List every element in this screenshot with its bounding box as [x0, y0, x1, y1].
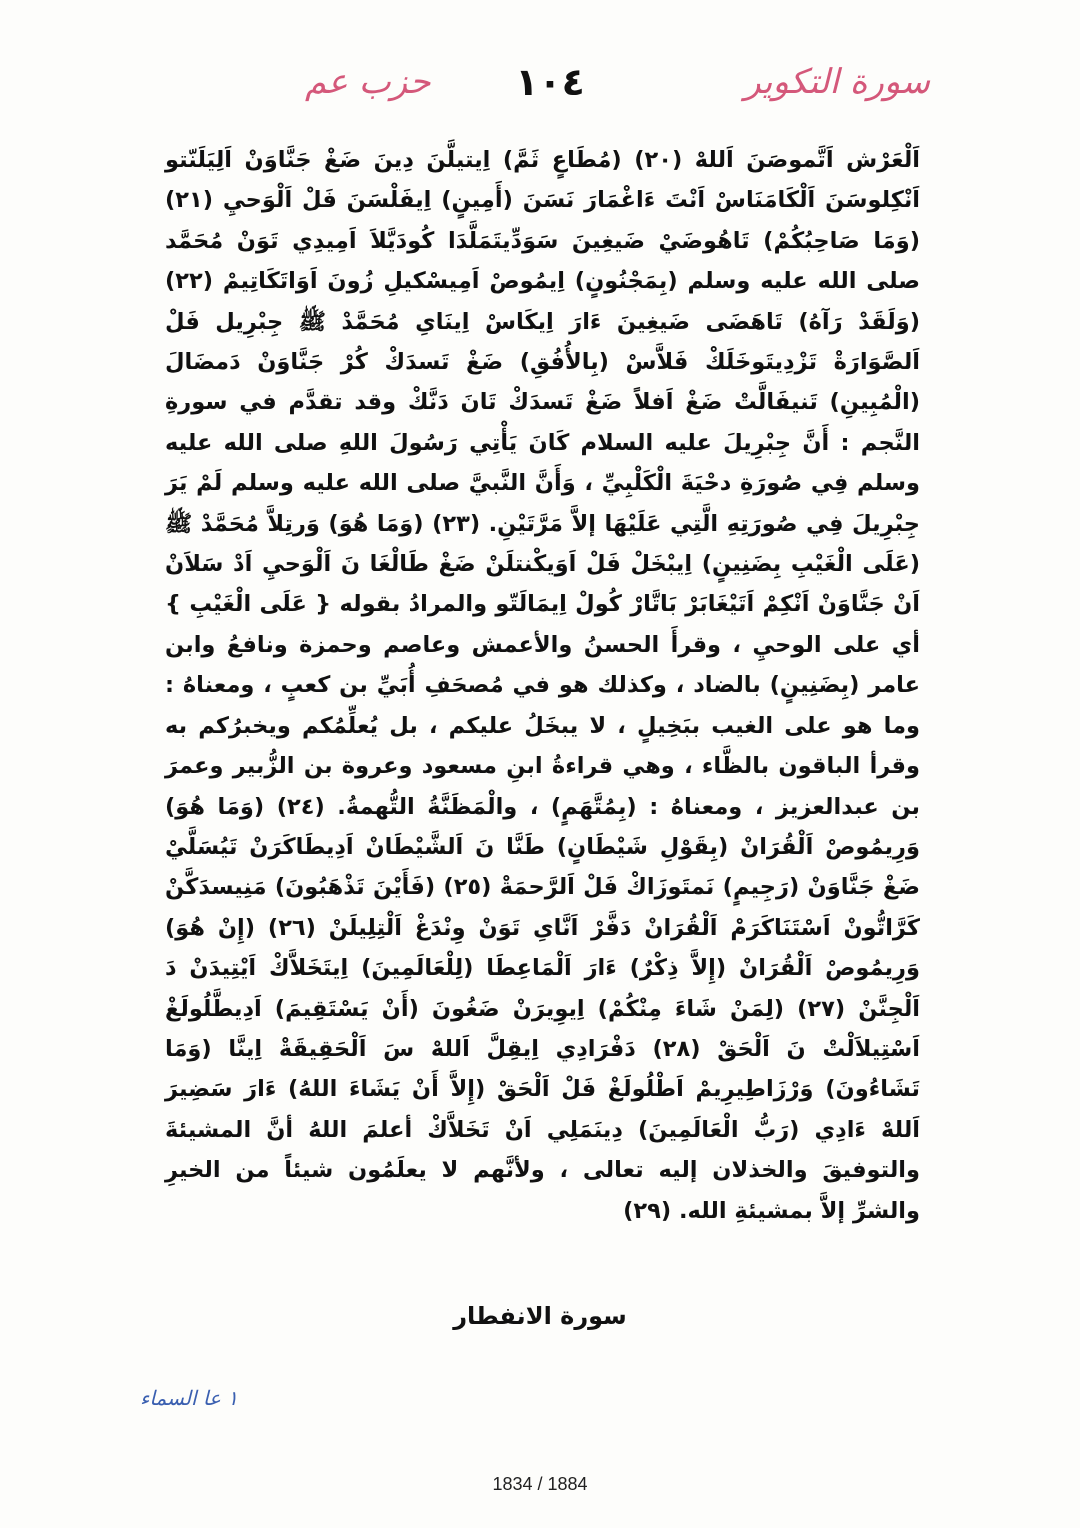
commentary-text — [165, 140, 920, 1231]
page-number: ١٠٤ — [515, 60, 585, 104]
hizb-name-handwritten: حزب عم — [305, 62, 431, 102]
next-surah-title: سورة الانفطار — [453, 1302, 627, 1330]
surah-name-handwritten: سورة التكوير — [744, 62, 930, 102]
commentary-paragraph: اَلْعَرْش اَتَّموصَنَ اَللهْ (٢٠) (مُطَاعٍ ثَمَّ) اِيتيلَّنَ دِينَ ضَغْ جَنَّاوَنْ اَلِيَلَنّتو اَنْكِلوسَنَ اَلْكَامَنَاسْ اَنْتَ ءَاغْمَارَ نَسَنَ (أَمِينٍ) اِيفَلْسَنَ فَلْ اَلْوَحيِ (٢١) (وَمَا صَاحِبُكُمْ) تَاهُوضَيْ ضَيغِينَ سَوَدِّيتَمَلَّدَا كُودَيَّلاَ اَمِيدِي تَوَنْ مُحَمَّد صلى الله عليه وسلم (بِمَجْنُونٍ) اِيمُوصْ اَمِيسْكيلِ زُونَ اَوَاتَكَاتِيمْ (٢٢) (وَلَقَدْ رَآهُ) تَاهَضَى ضَيغِينَ ءَارَ اِيكَاسْ اِينَاىِ مُحَمَّدْ ﷺ جِبْرِيل فَلْ اَلصَّوَارَةْ تَزْدِيتَوخَلَكْ فَلاَّسْ (بِالأُفُقِ) ضَغْ تَسدَكْ كُرْ جَنَّاوَنْ دَمضَالَ (الْمُبِينِ) تَنيفَالَّتْ ضَغْ اَفلاً ضَغْ تَسدَكْ تَانَ دَنَّكْ وقد تقدَّم في سورةِ النَّجم : أَنَّ جِبْرِيلَ عليه السلام كَانَ يَأْتِي رَسُولَ اللهِ صلى الله عليه وسلم فِي صُورَةِ دحْيَةَ الْكَلْبِيِّ ، وَأَنَّ النَّبيَّ صلى الله عليه وسلم لَمْ يَرَ جِبْرِيلَ فِي صُورَتِهِ الَّتِي عَلَيْهَا إلاَّ مَرَّتَيْنِ. (٢٣) (وَمَا هُوَ) وَرتِلاَّ مُحَمَّدْ ﷺ (عَلَى الْغَيْبِ بِضَنِينٍ) اِيبْخَلْ فَلْ اَوَيكْنتلَنْ ضَغْ طَالْغَا نَ اَلْوَحيِ اَدْ سَلاَنْ اَنْ جَنَّاوَنْ اَنْكِمْ اَتَيْغَابَرْ بَاتَّارْ كُولْ اِيمَالَتّو والمرادُ بقوله { عَلَى الْغَيْبِ } أي على الوحيِ ، وقرأَ الحسنُ والأعمش وعاصم وحمزة ونافعُ وابن عامر (بِضَنِينٍ) بالضاد ، وكذلك هو في مُصحَفِ أُبَيِّ بن كعبٍ ، ومعناهُ : وما هو على الغيب ببَخِيلٍ ، لا يبخَلُ عليكم ، بل يُعلِّمُكم ويخبرُكم به وقرأ الباقون بالظَّاء ، وهي قراءةُ ابنِ مسعود وعروة بن الزُّبير وعمرَ بن عبدالعزيز ، ومعناهُ : (بِمُتَّهَمٍ) ، والْمَظَنَّةُ التُّهمةُ. (٢٤) (وَمَا هُوَ) وَرِيمُوصْ اَلْقُرَانْ (بِقَوْلِ شَيْطَانٍ) طَنَّا نَ اَلشَّيْطَانْ اَدِيطَاكَرَنْ تَيُسَلَّيْ ضَغْ جَنَّاوَنْ (رَجِيمٍ) نَمتَوزَاكْ فَلْ اَلرَّحمَةْ (٢٥) (فَأَيْنَ تَذْهَبُونَ) مَنِيسدَكَّنْ كَرَّاتُّونْ اَسْتَنَاكَرَمْ اَلْقُرَانْ دَفَّرْ اَنَّاىِ تَوَنْ وِنْدَغْ اَلْتِلِيلَنْ (٢٦) (إِنْ هُوَ) وَرِيمُوصْ اَلْقُرَانْ (إِلاَّ ذِكْرٌ) ءَارَ اَلْمَاعِطَا (لِلْعَالَمِينَ) اِيتَخَلاَّكْ اَيْتِيدَنْ دَ اَلْجِنَّنْ (٢٧) (لِمَنْ شَاءَ مِنْكُمْ) اِيوِيرَنْ ضَغُونَ (أَنْ يَسْتَقِيمَ) اَدِيطَّلُولَغْ اَسْتِيلاَلْتْ نَ اَلْحَقْ (٢٨) دَفْرَادِي اِيقِلَّ اَللهْ سَ اَلْحَقِيقَةْ اِينَّا (وَمَا تَشَاءُونَ) وَرْزَاطِيرِيمْ اَطْلُولَغْ فَلْ اَلْحَقْ (إِلاَّ أَنْ يَشَاءَ اللهُ) ءَارَ سَضِيرَ اَللهْ ءَادِي (رَبُّ الْعَالَمِينَ) دِينَمَلِي اَنْ تَخَلاَّكْ أعلمَ اللهُ أنَّ المشيئةَ والتوفيقَ والخذلان إليه تعالى ، ولأنَّهم لا يعلَمُون شيئاً من الخيرِ والشرِّ إلاَّ بمشيئةِ الله. (٢٩) — [165, 147, 921, 1224]
page-header — [0, 52, 1080, 122]
page-counter: 1834 / 1884 — [492, 1474, 588, 1494]
margin-handwritten-note: ١ عا السماء — [140, 1386, 239, 1410]
